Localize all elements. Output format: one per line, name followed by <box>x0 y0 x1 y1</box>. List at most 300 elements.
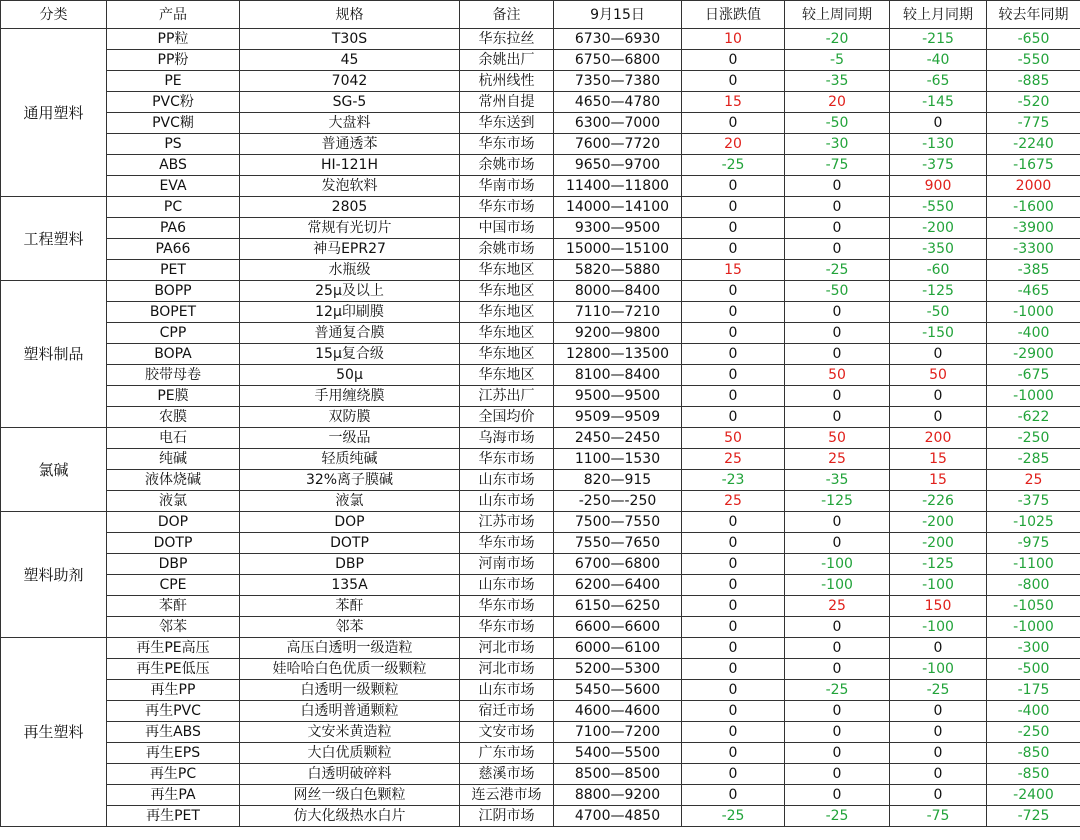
product-cell: PE <box>107 71 240 92</box>
spec-cell: 邻苯 <box>240 617 460 638</box>
product-cell: 再生PA <box>107 785 240 806</box>
note-cell: 余姚出厂 <box>460 50 554 71</box>
daily-change-cell: 0 <box>682 323 785 344</box>
daily-change-cell: -25 <box>682 806 785 827</box>
vs-last-month-cell: -65 <box>890 71 987 92</box>
note-cell: 华东地区 <box>460 323 554 344</box>
table-row <box>1 407 1080 428</box>
daily-change-cell: 0 <box>682 50 785 71</box>
price-cell: 9500—9500 <box>554 386 682 407</box>
daily-change-cell: -23 <box>682 470 785 491</box>
daily-change-cell: 0 <box>682 554 785 575</box>
vs-last-year-cell: -1000 <box>987 302 1080 323</box>
vs-last-year-cell: -850 <box>987 764 1080 785</box>
spec-cell: 大盘料 <box>240 113 460 134</box>
vs-last-year-cell: -850 <box>987 743 1080 764</box>
table-row <box>1 575 1080 596</box>
spec-cell: 白透明普通颗粒 <box>240 701 460 722</box>
daily-change-cell: 15 <box>682 92 785 113</box>
vs-last-week-cell: 0 <box>785 659 890 680</box>
product-cell: BOPET <box>107 302 240 323</box>
table-row <box>1 323 1080 344</box>
vs-last-month-cell: 0 <box>890 722 987 743</box>
header-product: 产品 <box>107 1 240 29</box>
vs-last-year-cell: -885 <box>987 71 1080 92</box>
vs-last-month-cell: -200 <box>890 533 987 554</box>
price-cell: 6300—7000 <box>554 113 682 134</box>
daily-change-cell: 0 <box>682 407 785 428</box>
price-cell: 9200—9800 <box>554 323 682 344</box>
spec-cell: SG-5 <box>240 92 460 113</box>
note-cell: 华东地区 <box>460 260 554 281</box>
note-cell: 慈溪市场 <box>460 764 554 785</box>
vs-last-week-cell: 0 <box>785 533 890 554</box>
spec-cell: 轻质纯碱 <box>240 449 460 470</box>
table-row <box>1 197 1080 218</box>
table-row <box>1 596 1080 617</box>
product-cell: PA66 <box>107 239 240 260</box>
vs-last-year-cell: -1025 <box>987 512 1080 533</box>
vs-last-week-cell: -25 <box>785 260 890 281</box>
vs-last-month-cell: -200 <box>890 512 987 533</box>
daily-change-cell: 0 <box>682 764 785 785</box>
table-row <box>1 512 1080 533</box>
product-cell: 液体烧碱 <box>107 470 240 491</box>
vs-last-year-cell: -975 <box>987 533 1080 554</box>
vs-last-week-cell: 0 <box>785 302 890 323</box>
price-cell: 2450—2450 <box>554 428 682 449</box>
vs-last-year-cell: 2000 <box>987 176 1080 197</box>
spec-cell: 135A <box>240 575 460 596</box>
vs-last-week-cell: -100 <box>785 554 890 575</box>
vs-last-year-cell: -3900 <box>987 218 1080 239</box>
spec-cell: 常规有光切片 <box>240 218 460 239</box>
product-cell: 再生PE高压 <box>107 638 240 659</box>
product-cell: PS <box>107 134 240 155</box>
table-row <box>1 470 1080 491</box>
daily-change-cell: -25 <box>682 155 785 176</box>
price-cell: 4600—4600 <box>554 701 682 722</box>
vs-last-year-cell: -1000 <box>987 617 1080 638</box>
vs-last-month-cell: 900 <box>890 176 987 197</box>
spec-cell: 液氯 <box>240 491 460 512</box>
vs-last-month-cell: 0 <box>890 785 987 806</box>
price-cell: 5820—5880 <box>554 260 682 281</box>
vs-last-month-cell: -145 <box>890 92 987 113</box>
table-row <box>1 806 1080 827</box>
product-cell: 再生PET <box>107 806 240 827</box>
table-row <box>1 491 1080 512</box>
price-cell: 8800—9200 <box>554 785 682 806</box>
table-row <box>1 134 1080 155</box>
vs-last-week-cell: 0 <box>785 197 890 218</box>
table-row <box>1 449 1080 470</box>
vs-last-month-cell: -100 <box>890 575 987 596</box>
spec-cell: 高压白透明一级造粒 <box>240 638 460 659</box>
product-cell: PVC粉 <box>107 92 240 113</box>
daily-change-cell: 0 <box>682 113 785 134</box>
daily-change-cell: 0 <box>682 281 785 302</box>
daily-change-cell: 20 <box>682 134 785 155</box>
vs-last-month-cell: -60 <box>890 260 987 281</box>
vs-last-month-cell: 0 <box>890 764 987 785</box>
vs-last-month-cell: 15 <box>890 449 987 470</box>
product-cell: CPP <box>107 323 240 344</box>
price-cell: 5400—5500 <box>554 743 682 764</box>
product-cell: 电石 <box>107 428 240 449</box>
note-cell: 华东地区 <box>460 344 554 365</box>
vs-last-month-cell: 50 <box>890 365 987 386</box>
vs-last-year-cell: -622 <box>987 407 1080 428</box>
vs-last-year-cell: -2400 <box>987 785 1080 806</box>
note-cell: 江苏市场 <box>460 512 554 533</box>
header-note: 备注 <box>460 1 554 29</box>
vs-last-year-cell: -650 <box>987 29 1080 50</box>
spec-cell: 文安米黄造粒 <box>240 722 460 743</box>
vs-last-year-cell: -285 <box>987 449 1080 470</box>
table-row <box>1 260 1080 281</box>
header-date: 9月15日 <box>554 1 682 29</box>
price-cell: 6750—6800 <box>554 50 682 71</box>
vs-last-year-cell: -2240 <box>987 134 1080 155</box>
daily-change-cell: 0 <box>682 659 785 680</box>
vs-last-month-cell: 150 <box>890 596 987 617</box>
price-cell: 6000—6100 <box>554 638 682 659</box>
vs-last-week-cell: 0 <box>785 617 890 638</box>
vs-last-year-cell: -400 <box>987 701 1080 722</box>
product-cell: ABS <box>107 155 240 176</box>
product-cell: 农膜 <box>107 407 240 428</box>
table-row <box>1 344 1080 365</box>
spec-cell: 普通复合膜 <box>240 323 460 344</box>
spec-cell: DOTP <box>240 533 460 554</box>
vs-last-year-cell: -1000 <box>987 386 1080 407</box>
spec-cell: 神马EPR27 <box>240 239 460 260</box>
note-cell: 山东市场 <box>460 470 554 491</box>
note-cell: 江阴市场 <box>460 806 554 827</box>
vs-last-year-cell: -175 <box>987 680 1080 701</box>
vs-last-month-cell: -350 <box>890 239 987 260</box>
spec-cell: 45 <box>240 50 460 71</box>
vs-last-year-cell: 25 <box>987 470 1080 491</box>
vs-last-month-cell: -215 <box>890 29 987 50</box>
header-daily-change: 日涨跌值 <box>682 1 785 29</box>
price-cell: 9650—9700 <box>554 155 682 176</box>
price-cell: 7600—7720 <box>554 134 682 155</box>
vs-last-week-cell: 0 <box>785 638 890 659</box>
table-row <box>1 50 1080 71</box>
vs-last-year-cell: -1675 <box>987 155 1080 176</box>
note-cell: 河南市场 <box>460 554 554 575</box>
spec-cell: 一级品 <box>240 428 460 449</box>
daily-change-cell: 0 <box>682 785 785 806</box>
price-cell: 14000—14100 <box>554 197 682 218</box>
product-cell: PA6 <box>107 218 240 239</box>
vs-last-year-cell: -1600 <box>987 197 1080 218</box>
daily-change-cell: 25 <box>682 491 785 512</box>
vs-last-week-cell: -30 <box>785 134 890 155</box>
table-row <box>1 764 1080 785</box>
vs-last-week-cell: 0 <box>785 239 890 260</box>
vs-last-week-cell: 25 <box>785 449 890 470</box>
daily-change-cell: 0 <box>682 512 785 533</box>
price-cell: 12800—13500 <box>554 344 682 365</box>
vs-last-month-cell: -125 <box>890 281 987 302</box>
vs-last-month-cell: 0 <box>890 344 987 365</box>
price-cell: 8100—8400 <box>554 365 682 386</box>
product-cell: 再生PP <box>107 680 240 701</box>
vs-last-week-cell: 0 <box>785 701 890 722</box>
product-cell: PP粉 <box>107 50 240 71</box>
note-cell: 华东送到 <box>460 113 554 134</box>
table-row <box>1 701 1080 722</box>
table-row <box>1 113 1080 134</box>
vs-last-month-cell: -75 <box>890 806 987 827</box>
spec-cell: 15μ复合级 <box>240 344 460 365</box>
price-cell: 15000—15100 <box>554 239 682 260</box>
price-cell: 8000—8400 <box>554 281 682 302</box>
spec-cell: T30S <box>240 29 460 50</box>
vs-last-month-cell: -130 <box>890 134 987 155</box>
price-cell: 5450—5600 <box>554 680 682 701</box>
product-cell: 再生EPS <box>107 743 240 764</box>
vs-last-month-cell: -100 <box>890 617 987 638</box>
category-cell: 再生塑料 <box>1 638 107 827</box>
daily-change-cell: 0 <box>682 218 785 239</box>
daily-change-cell: 0 <box>682 365 785 386</box>
vs-last-month-cell: 0 <box>890 638 987 659</box>
vs-last-week-cell: 0 <box>785 323 890 344</box>
spec-cell: 7042 <box>240 71 460 92</box>
product-cell: PVC糊 <box>107 113 240 134</box>
vs-last-week-cell: -50 <box>785 113 890 134</box>
product-cell: 液氯 <box>107 491 240 512</box>
vs-last-year-cell: -400 <box>987 323 1080 344</box>
daily-change-cell: 0 <box>682 239 785 260</box>
price-cell: 6200—6400 <box>554 575 682 596</box>
note-cell: 乌海市场 <box>460 428 554 449</box>
price-cell: 7500—7550 <box>554 512 682 533</box>
vs-last-month-cell: -375 <box>890 155 987 176</box>
table-row <box>1 92 1080 113</box>
vs-last-month-cell: 0 <box>890 113 987 134</box>
vs-last-week-cell: 0 <box>785 176 890 197</box>
daily-change-cell: 0 <box>682 722 785 743</box>
product-cell: 再生PVC <box>107 701 240 722</box>
note-cell: 华东市场 <box>460 134 554 155</box>
vs-last-month-cell: -550 <box>890 197 987 218</box>
daily-change-cell: 0 <box>682 575 785 596</box>
note-cell: 山东市场 <box>460 680 554 701</box>
spec-cell: DBP <box>240 554 460 575</box>
vs-last-week-cell: 0 <box>785 722 890 743</box>
vs-last-year-cell: -1050 <box>987 596 1080 617</box>
vs-last-month-cell: -25 <box>890 680 987 701</box>
product-cell: PE膜 <box>107 386 240 407</box>
table-body <box>1 29 1080 827</box>
vs-last-month-cell: -50 <box>890 302 987 323</box>
product-cell: 再生PE低压 <box>107 659 240 680</box>
vs-last-year-cell: -520 <box>987 92 1080 113</box>
daily-change-cell: 0 <box>682 302 785 323</box>
price-cell: 5200—5300 <box>554 659 682 680</box>
table-row <box>1 785 1080 806</box>
table-row <box>1 722 1080 743</box>
product-cell: EVA <box>107 176 240 197</box>
vs-last-year-cell: -675 <box>987 365 1080 386</box>
product-cell: 再生ABS <box>107 722 240 743</box>
vs-last-week-cell: 0 <box>785 764 890 785</box>
note-cell: 连云港市场 <box>460 785 554 806</box>
category-cell: 氯碱 <box>1 428 107 512</box>
spec-cell: 娃哈哈白色优质一级颗粒 <box>240 659 460 680</box>
vs-last-year-cell: -375 <box>987 491 1080 512</box>
spec-cell: 发泡软料 <box>240 176 460 197</box>
daily-change-cell: 0 <box>682 680 785 701</box>
note-cell: 河北市场 <box>460 659 554 680</box>
vs-last-week-cell: -75 <box>785 155 890 176</box>
table-row <box>1 428 1080 449</box>
category-cell: 塑料制品 <box>1 281 107 428</box>
spec-cell: 50μ <box>240 365 460 386</box>
daily-change-cell: 50 <box>682 428 785 449</box>
product-cell: BOPP <box>107 281 240 302</box>
spec-cell: 双防膜 <box>240 407 460 428</box>
table-row <box>1 218 1080 239</box>
note-cell: 中国市场 <box>460 218 554 239</box>
vs-last-month-cell: -150 <box>890 323 987 344</box>
vs-last-week-cell: -125 <box>785 491 890 512</box>
price-cell: 4650—4780 <box>554 92 682 113</box>
vs-last-week-cell: 50 <box>785 365 890 386</box>
spec-cell: 大白优质颗粒 <box>240 743 460 764</box>
table-row <box>1 386 1080 407</box>
table-row <box>1 155 1080 176</box>
vs-last-month-cell: -226 <box>890 491 987 512</box>
product-cell: PC <box>107 197 240 218</box>
note-cell: 河北市场 <box>460 638 554 659</box>
table-row <box>1 176 1080 197</box>
vs-last-year-cell: -725 <box>987 806 1080 827</box>
product-cell: PET <box>107 260 240 281</box>
note-cell: 华东市场 <box>460 596 554 617</box>
spec-cell: 32%离子膜碱 <box>240 470 460 491</box>
product-cell: 再生PC <box>107 764 240 785</box>
header-vs-last-month: 较上月同期 <box>890 1 987 29</box>
spec-cell: 普通透苯 <box>240 134 460 155</box>
price-cell: 6600—6600 <box>554 617 682 638</box>
daily-change-cell: 0 <box>682 596 785 617</box>
vs-last-year-cell: -385 <box>987 260 1080 281</box>
spec-cell: 仿大化级热水白片 <box>240 806 460 827</box>
daily-change-cell: 25 <box>682 449 785 470</box>
vs-last-month-cell: -40 <box>890 50 987 71</box>
note-cell: 杭州线性 <box>460 71 554 92</box>
vs-last-year-cell: -550 <box>987 50 1080 71</box>
price-cell: 820—915 <box>554 470 682 491</box>
spec-cell: 白透明一级颗粒 <box>240 680 460 701</box>
vs-last-week-cell: -20 <box>785 29 890 50</box>
daily-change-cell: 0 <box>682 71 785 92</box>
daily-change-cell: 0 <box>682 386 785 407</box>
vs-last-week-cell: 0 <box>785 743 890 764</box>
table-row <box>1 29 1080 50</box>
daily-change-cell: 0 <box>682 743 785 764</box>
vs-last-week-cell: 0 <box>785 407 890 428</box>
spec-cell: 12μ印刷膜 <box>240 302 460 323</box>
vs-last-week-cell: 20 <box>785 92 890 113</box>
price-cell: 9300—9500 <box>554 218 682 239</box>
vs-last-year-cell: -300 <box>987 638 1080 659</box>
vs-last-year-cell: -3300 <box>987 239 1080 260</box>
note-cell: 华东市场 <box>460 533 554 554</box>
price-cell: 7110—7210 <box>554 302 682 323</box>
vs-last-week-cell: 0 <box>785 344 890 365</box>
spec-cell: 白透明破碎料 <box>240 764 460 785</box>
price-cell: 6150—6250 <box>554 596 682 617</box>
product-cell: DBP <box>107 554 240 575</box>
vs-last-month-cell: 0 <box>890 743 987 764</box>
price-cell: -250—-250 <box>554 491 682 512</box>
category-cell: 通用塑料 <box>1 29 107 197</box>
spec-cell: 2805 <box>240 197 460 218</box>
vs-last-year-cell: -2900 <box>987 344 1080 365</box>
vs-last-year-cell: -250 <box>987 428 1080 449</box>
vs-last-month-cell: 15 <box>890 470 987 491</box>
product-cell: DOTP <box>107 533 240 554</box>
vs-last-year-cell: -800 <box>987 575 1080 596</box>
note-cell: 山东市场 <box>460 575 554 596</box>
vs-last-year-cell: -465 <box>987 281 1080 302</box>
spec-cell: HI-121H <box>240 155 460 176</box>
note-cell: 常州自提 <box>460 92 554 113</box>
note-cell: 华东地区 <box>460 281 554 302</box>
category-cell: 塑料助剂 <box>1 512 107 638</box>
table-row <box>1 743 1080 764</box>
table-row <box>1 659 1080 680</box>
price-cell: 7100—7200 <box>554 722 682 743</box>
vs-last-year-cell: -1100 <box>987 554 1080 575</box>
note-cell: 江苏出厂 <box>460 386 554 407</box>
vs-last-week-cell: 0 <box>785 218 890 239</box>
price-cell: 1100—1530 <box>554 449 682 470</box>
daily-change-cell: 0 <box>682 701 785 722</box>
table-row <box>1 365 1080 386</box>
spec-cell: 手用缠绕膜 <box>240 386 460 407</box>
note-cell: 华东地区 <box>460 365 554 386</box>
product-cell: DOP <box>107 512 240 533</box>
note-cell: 文安市场 <box>460 722 554 743</box>
table-row <box>1 281 1080 302</box>
header-vs-last-week: 较上周同期 <box>785 1 890 29</box>
table-row <box>1 239 1080 260</box>
daily-change-cell: 0 <box>682 617 785 638</box>
spec-cell: 水瓶级 <box>240 260 460 281</box>
header-row <box>1 1 1080 29</box>
price-cell: 6700—6800 <box>554 554 682 575</box>
vs-last-week-cell: 0 <box>785 512 890 533</box>
price-cell: 6730—6930 <box>554 29 682 50</box>
vs-last-week-cell: -5 <box>785 50 890 71</box>
price-cell: 7350—7380 <box>554 71 682 92</box>
vs-last-week-cell: 25 <box>785 596 890 617</box>
note-cell: 华东市场 <box>460 617 554 638</box>
price-cell: 8500—8500 <box>554 764 682 785</box>
note-cell: 宿迁市场 <box>460 701 554 722</box>
spec-cell: DOP <box>240 512 460 533</box>
table-row <box>1 638 1080 659</box>
vs-last-month-cell: 0 <box>890 407 987 428</box>
